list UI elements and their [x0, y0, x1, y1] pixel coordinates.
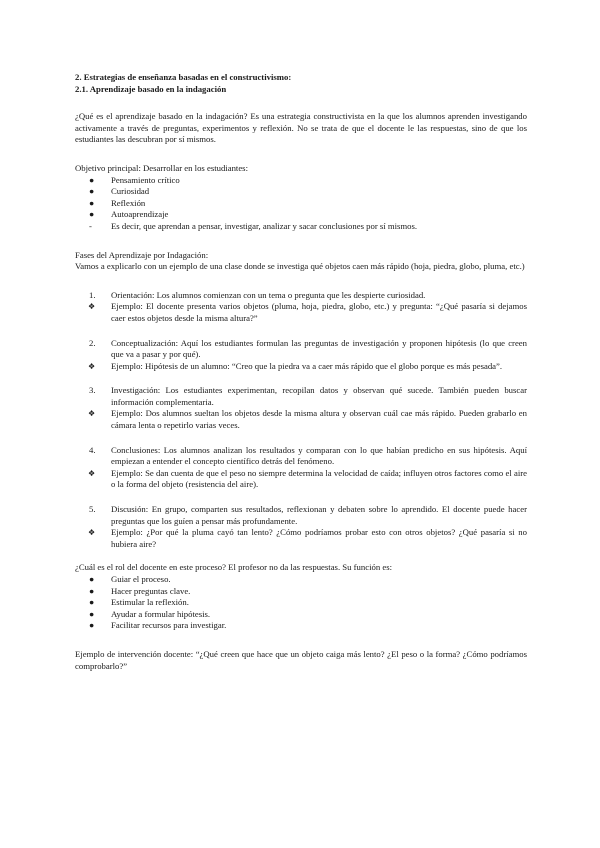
list-item: ● Estimular la reflexión. — [89, 597, 189, 608]
list-item: ● Autoaprendizaje — [89, 209, 169, 220]
phases-intro: Vamos a explicarlo con un ejemplo de una clase donde se investiga qué objetos caen más rápido (hoja, piedra, globo, pluma, etc.) — [75, 261, 525, 272]
diamond-bullet-icon: ❖ — [88, 468, 96, 478]
phase-example: ❖ Ejemplo: ¿Por qué la pluma cayó tan lento? ¿Cómo podríamos probar esto con otros objetos? ¿Qué pasaría si no hubiera aire? — [88, 527, 527, 549]
list-item: ● Curiosidad — [89, 186, 150, 197]
list-item: ● Pensamiento crítico — [89, 174, 180, 185]
bullet-icon: ● — [89, 585, 95, 596]
bullet-icon: ● — [89, 597, 95, 608]
diamond-bullet-icon: ❖ — [88, 361, 96, 371]
objective-title: Objetivo principal: Desarrollar en los estudiantes: — [75, 162, 248, 173]
phase-3 — [75, 385, 527, 431]
list-item: - Es decir, que aprendan a pensar, investigar, analizar y sacar conclusiones por sí mismos. — [89, 220, 418, 231]
phase-example: ❖ Ejemplo: Se dan cuenta de que el peso no siempre determina la velocidad de caída; influyen otros factores como el aire o la forma del objeto (resistencia del aire). — [88, 467, 527, 490]
objective-list — [75, 175, 527, 233]
closing-example: Ejemplo de intervención docente: “¿Qué creen que hace que un objeto caiga más lento? ¿El peso o la forma? ¿Cómo podríamos comprobarlo?” — [75, 648, 527, 671]
list-item: ● Ayudar a formular hipótesis. — [89, 608, 211, 619]
teacher-role-list — [75, 574, 527, 632]
bullet-icon: ● — [89, 574, 95, 584]
phase-text: 3. Investigación: Los estudiantes experimentan, recopilan datos y observan qué sucede. También pueden buscar información complementaria. — [89, 385, 527, 407]
list-item: ● Hacer preguntas clave. — [89, 585, 191, 596]
phases-title: Fases del Aprendizaje por Indagación: — [75, 249, 209, 260]
phase-5 — [75, 504, 527, 550]
list-item: ● Facilitar recursos para investigar. — [89, 620, 227, 631]
phase-example: ❖ Ejemplo: Hipótesis de un alumno: “Creo que la piedra va a caer más rápido que el globo porque es más pesada”. — [88, 360, 503, 371]
section-heading: 2. Estrategias de enseñanza basadas en el constructivismo: — [75, 72, 292, 82]
phase-example: ❖ Ejemplo: Dos alumnos sueltan los objetos desde la misma altura y observan cuál cae más rápido. Pueden grabarlo en cámara lenta o repetirlo varias veces. — [88, 408, 527, 431]
list-item: ● Reflexión — [89, 197, 146, 208]
diamond-bullet-icon: ❖ — [88, 528, 96, 538]
bullet-icon: ● — [89, 174, 95, 185]
phase-4 — [75, 445, 527, 491]
document-content — [75, 72, 527, 672]
phase-text: 5. Discusión: En grupo, comparten sus resultados, reflexionan y debaten sobre lo aprendido. El docente puede hacer preguntas que los guíen a pensar más profundamente. — [89, 504, 527, 526]
subsection-heading: 2.1. Aprendizaje basado en la indagación — [75, 83, 227, 94]
bullet-icon: ● — [89, 186, 95, 197]
list-item: ● Guiar el proceso. — [89, 574, 171, 584]
bullet-icon: ● — [89, 209, 95, 220]
bullet-icon: ● — [89, 197, 95, 208]
phase-text: 4. Conclusiones: Los alumnos analizan los resultados y comparan con lo que habían predicho en sus hipótesis. Aquí empiezan a entender el concepto científico detrás del fenómeno. — [89, 444, 527, 467]
intro-paragraph: ¿Qué es el aprendizaje basado en la indagación? Es una estrategia constructivista en la que los alumnos aprenden investigando activamente a través de preguntas, experimentos y reflexión. No se trata de que el docente le las respuestas, sino de que los estudiantes las descubran por sí mismos. — [75, 111, 527, 145]
phase-2 — [75, 338, 527, 373]
teacher-role-title: ¿Cuál es el rol del docente en este proceso? El profesor no da las respuestas. Su función es: — [75, 562, 392, 573]
phase-1 — [75, 290, 527, 325]
bullet-icon: ● — [89, 608, 95, 619]
bullet-icon: ● — [89, 620, 95, 631]
diamond-bullet-icon: ❖ — [88, 302, 96, 312]
phase-text: 2. Conceptualización: Aquí los estudiantes formulan las preguntas de investigación y proponen hipótesis (lo que creen que va a pasar y por qué). — [89, 337, 527, 360]
diamond-bullet-icon: ❖ — [88, 409, 96, 419]
phase-example: ❖ Ejemplo: El docente presenta varios objetos (pluma, hoja, piedra, globo, etc.) y pregunta: “¿Qué pasaría si dejamos caer estos objetos desde la misma altura?” — [88, 301, 527, 323]
dash-icon: - — [89, 220, 92, 231]
phase-text: 1. Orientación: Los alumnos comienzan con un tema o pregunta que les despierte curiosidad. — [89, 289, 426, 300]
